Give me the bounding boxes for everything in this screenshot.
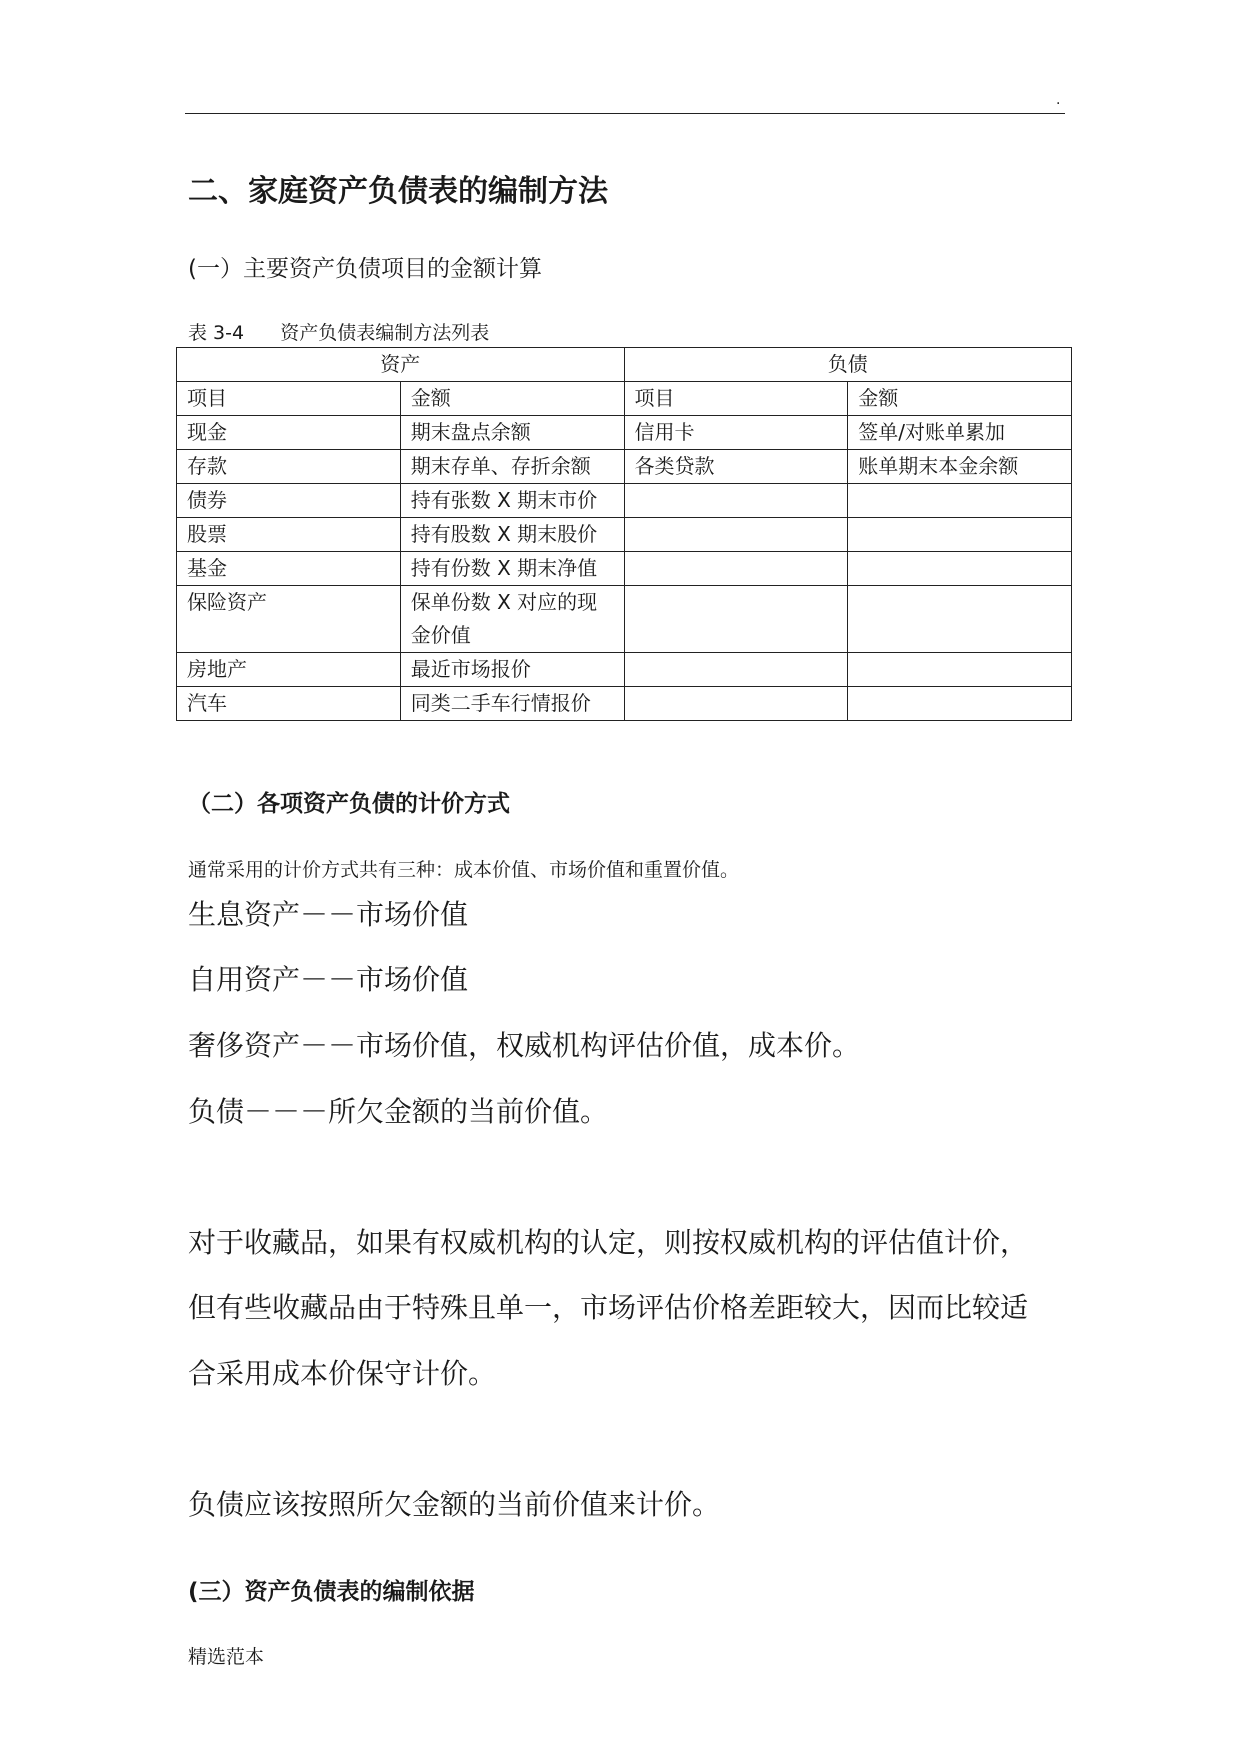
main-heading: 二、家庭资产负债表的编制方法 xyxy=(188,174,608,209)
table-cell xyxy=(624,518,848,552)
table-cell: 持有股数 X 期末股价 xyxy=(400,518,624,552)
valuation-line: 自用资产－－市场价值 xyxy=(188,963,469,996)
table-cell: 保单份数 X 对应的现金价值 xyxy=(400,586,624,653)
table-cell xyxy=(624,687,848,721)
table-cell: 保险资产 xyxy=(177,586,401,653)
table-cell xyxy=(624,653,848,687)
table-row xyxy=(177,586,1072,653)
table-row xyxy=(177,687,1072,721)
table-cell: 房地产 xyxy=(177,653,401,687)
table-caption: 表 3-4 资产负债表编制方法列表 xyxy=(188,322,490,344)
table-cell xyxy=(848,687,1072,721)
column-header: 项目 xyxy=(177,382,401,416)
table-cell: 账单期末本金余额 xyxy=(848,450,1072,484)
group-header-liabilities: 负债 xyxy=(624,348,1072,382)
balance-method-table xyxy=(176,347,1072,721)
table-row xyxy=(177,653,1072,687)
table-cell: 基金 xyxy=(177,552,401,586)
table-cell xyxy=(848,484,1072,518)
collectibles-paragraph-line: 合采用成本价保守计价。 xyxy=(188,1357,497,1390)
table-cell: 持有份数 X 期末净值 xyxy=(400,552,624,586)
table-cell: 期末存单、存折余额 xyxy=(400,450,624,484)
table-cell: 最近市场报价 xyxy=(400,653,624,687)
header-rule xyxy=(185,113,1065,114)
valuation-intro: 通常采用的计价方式共有三种：成本价值、市场价值和重置价值。 xyxy=(188,859,740,881)
liability-note: 负债应该按照所欠金额的当前价值来计价。 xyxy=(188,1488,721,1521)
table-cell xyxy=(848,586,1072,653)
page-footer: 精选范本 xyxy=(188,1646,265,1668)
table-row xyxy=(177,552,1072,586)
table-cell: 信用卡 xyxy=(624,416,848,450)
column-header: 金额 xyxy=(848,382,1072,416)
group-header-assets: 资产 xyxy=(177,348,625,382)
table-cell: 现金 xyxy=(177,416,401,450)
table-row xyxy=(177,518,1072,552)
table-cell xyxy=(624,484,848,518)
table-cell xyxy=(624,552,848,586)
table-cell: 各类贷款 xyxy=(624,450,848,484)
table-cell: 汽车 xyxy=(177,687,401,721)
column-header: 项目 xyxy=(624,382,848,416)
table-cell xyxy=(848,653,1072,687)
collectibles-paragraph-line: 对于收藏品，如果有权威机构的认定，则按权威机构的评估值计价， xyxy=(188,1226,1029,1259)
table-cell: 签单/对账单累加 xyxy=(848,416,1072,450)
column-header: 金额 xyxy=(400,382,624,416)
section2-title: （二）各项资产负债的计价方式 xyxy=(188,791,510,817)
group-header-row xyxy=(177,348,1072,382)
table-cell xyxy=(848,518,1072,552)
table-cell xyxy=(848,552,1072,586)
table-cell: 期末盘点余额 xyxy=(400,416,624,450)
table-cell: 股票 xyxy=(177,518,401,552)
table-cell: 债券 xyxy=(177,484,401,518)
table-cell: 同类二手车行情报价 xyxy=(400,687,624,721)
table-cell xyxy=(624,586,848,653)
valuation-line: 奢侈资产－－市场价值，权威机构评估价值，成本价。 xyxy=(188,1029,861,1062)
table-row xyxy=(177,450,1072,484)
section1-title: (一）主要资产负债项目的金额计算 xyxy=(188,256,542,282)
section3-title: (三）资产负债表的编制依据 xyxy=(188,1579,475,1605)
table-row xyxy=(177,416,1072,450)
table-cell: 持有张数 X 期末市价 xyxy=(400,484,624,518)
table-row xyxy=(177,484,1072,518)
valuation-line: 负债－－－所欠金额的当前价值。 xyxy=(188,1095,609,1128)
column-header-row xyxy=(177,382,1072,416)
collectibles-paragraph-line: 但有些收藏品由于特殊且单一，市场评估价格差距较大，因而比较适 xyxy=(188,1291,1029,1324)
valuation-line: 生息资产－－市场价值 xyxy=(188,898,469,931)
table-cell: 存款 xyxy=(177,450,401,484)
header-dot: . xyxy=(1056,92,1061,108)
